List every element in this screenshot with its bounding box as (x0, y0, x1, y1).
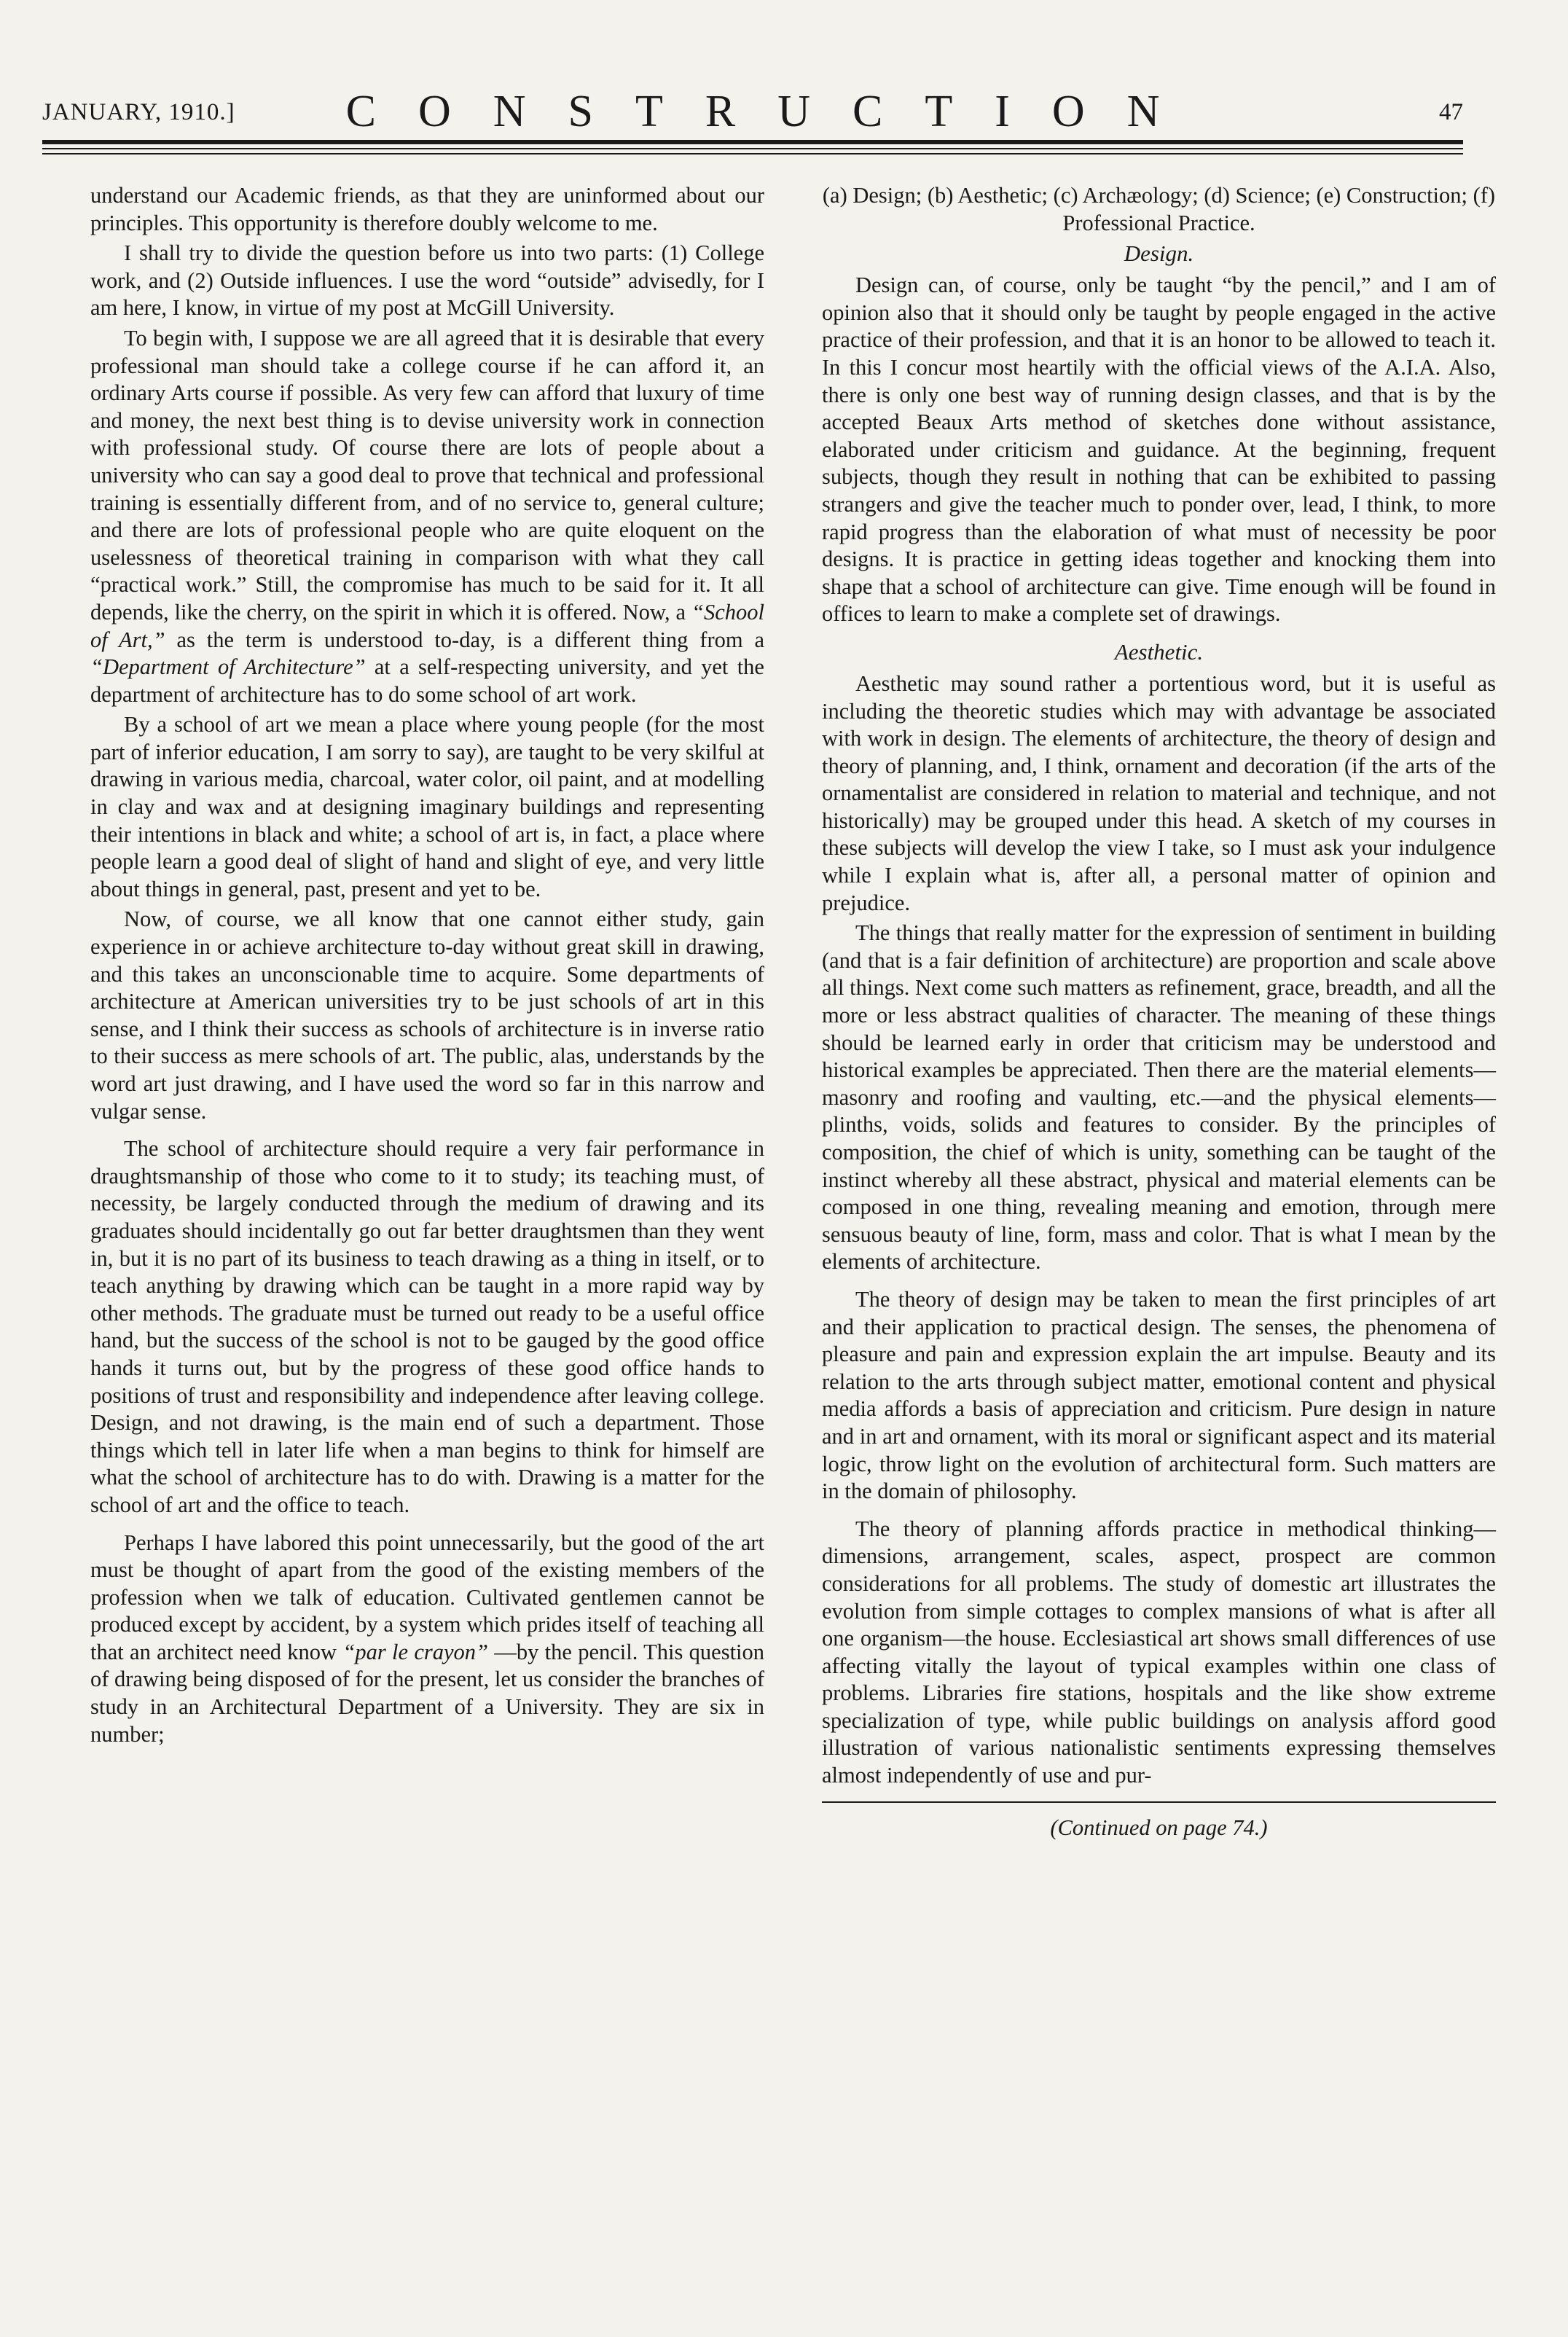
italic-term: “School of Art,” (90, 599, 764, 652)
paragraph: Aesthetic may sound rather a portentious word, but it is useful as including the theoretic studies which may with advantage be associated with work in design. The elements of architecture, the theory of design and theory of planning, and, I think, ornament and decoration (if the arts of the ornamentalist are considered in relation to material and technique, and not historically) may be grouped under this head. A sketch of my courses in these subjects will develop the view I take, so I must ask your indulgence while I explain what is, after all, a personal matter of opinion and prejudice. (822, 670, 1496, 915)
paragraph: The theory of planning affords practice in methodical thinking—dimensions, arrangement, scales, aspect, prospect are common considerations for all problems. The study of domestic art illustrates the evolution from simple cottages to complex mansions of what is after all one organism—the house. Ecclesiastical art shows small differences of use affecting vitally the layout of typical examples within one class of problems. Libraries fire stations, hospitals and the like show extreme specialization of type, while public buildings on analysis afford good illustration of various nationalistic sentiments expressing themselves almost independently of use and pur- (822, 1516, 1496, 1788)
header-rule-thick (42, 140, 1463, 144)
page-number: 47 (1439, 99, 1463, 125)
section-heading-design: Design. (1124, 240, 1194, 267)
paragraph: By a school of art we mean a place where young people (for the most part of inferior education, I am sorry to say), are taught to be very skilful at drawing in various media, charcoal, water color, oil paint, and at modelling in clay and wax and at designing imaginary buildings and representing their intentions in black and white; a school of art is, in fact, a place where people learn a good deal of slight of hand and slight of eye, and very little about things in general, past, present and yet to be. (90, 712, 764, 901)
continued-notice: (Continued on page 74.) (1050, 1815, 1268, 1840)
header-rule-thin-2 (42, 153, 1463, 154)
paragraph (90, 325, 764, 708)
text-run: as the term is understood to-day, is a different thing from a (165, 627, 765, 652)
text-run: To begin with, I suppose we are all agreed that it is desirable that every professional man should take a college course if he can afford it, an ordinary Arts course if possible. As very few can afford that luxury of time and money, the next best thing is to devise university work in connection with professional study. Of course there are lots of people about a university who can say a good deal to prove that technical and professional training is essentially different from, and of no service to, general culture; and there are lots of professional people who are quite eloquent on the uselessness of theoretical training in comparison with what they call “practical work.” Still, the compromise has much to be said for it. It all depends, like the cherry, on the spirit in which it is offered. Now, a (90, 325, 764, 625)
paragraph: The theory of design may be taken to mean the first principles of art and their application to practical design. The senses, the phenomena of pleasure and pain and expression explain the art impulse. Beauty and its relation to the arts through subject matter, emotional content and physical media affords a basis of appreciation and criticism. Pure design in nature and in art and ornament, with its moral or significant aspect and its material logic, throw light on the evolution of architectural form. Such matters are in the domain of philosophy. (822, 1286, 1496, 1504)
paragraph: Design can, of course, only be taught “by the pencil,” and I am of opinion also that it should only be taught by people engaged in the active practice of their profession, and that it is an honor to be allowed to teach it. In this I concur most heartily with the official views of the A.I.A. Also, there is only one best way of running design classes, and that is by the accepted Beaux Arts method of sketches done without assistance, elaborated under criticism and guidance. At the beginning, frequent subjects, though they result in nothing that can be exhibited to passing strangers and give the teacher much to ponder over, lead, I think, to more rapid progress than the elaboration of what must of necessity be poor designs. It is practice in getting ideas together and knocking them into shape that a school of architecture can give. Time enough will be found in offices to learn to make a complete set of drawings. (822, 273, 1496, 627)
italic-term: “par le crayon” (342, 1639, 489, 1664)
text-run: Perhaps I have labored this point unnecessarily, but the good of the art must be thought of apart from the good of the existing members of the profession when we talk of education. Cultivated gentlemen cannot be produced except by accident, by a system which prides itself of teaching all that an architect need know (90, 1530, 764, 1664)
text-run: —by the pencil. This question of drawing being disposed of for the present, let us consider the branches of study in an Architectural Department of a University. They are six in number; (90, 1639, 765, 1747)
page-header (42, 86, 1463, 137)
text-run: at a self-respecting university, and yet the department of architecture has to do some school of art work. (90, 654, 764, 707)
left-column (90, 182, 764, 1748)
italic-term: “Department of Architecture” (90, 654, 366, 680)
right-column (822, 182, 1496, 1841)
issue-date: JANUARY, 1910.] (42, 99, 235, 125)
section-heading-aesthetic: Aesthetic. (1114, 638, 1204, 665)
paragraph: Now, of course, we all know that one cannot either study, gain experience in or achieve architecture to-day without great skill in drawing, and this takes an unconscionable time to acquire. Some departments of architecture at American universities try to be just schools of art in this sense, and I think their success as schools of architecture is in inverse ratio to their success as mere schools of art. The public, alas, understands by the word art just drawing, and I have used the word so far in this narrow and vulgar sense. (90, 907, 764, 1124)
paragraph: I shall try to divide the question before us into two parts: (1) College work, and (2) Outside influences. I use the word “outside” advisedly, for I am here, I know, in virtue of my post at McGill University. (90, 240, 764, 321)
paragraph: understand our Academic friends, as that they are uninformed about our principles. This opportunity is therefore doubly welcome to me. (90, 183, 764, 235)
column-end-rule (822, 1801, 1496, 1803)
paragraph: The things that really matter for the expression of sentiment in building (and that is a fair definition of architecture) are proportion and scale above all things. Next come such matters as refinement, grace, breadth, and all the more or less abstract qualities of character. The meaning of these things should be learned early in order that criticism may be understood and historical examples be appreciated. Then there are the material elements—masonry and roofing and vaulting, etc.—and the physical elements—plinths, voids, solids and features to consider. By the principles of composition, the chief of which is unity, something can be taught of the instinct whereby all these abstract, physical and material elements can be composed in one thing, revealing meaning and emotion, through mere sensuous beauty of line, form, mass and color. That is what I mean by the elements of architecture. (822, 920, 1496, 1275)
paragraph (90, 1530, 764, 1749)
branches-list: (a) Design; (b) Aesthetic; (c) Archæology; (d) Science; (e) Construction; (f) Professional Practice. (822, 183, 1496, 235)
magazine-title: CONSTRUCTION (345, 87, 1202, 136)
header-rule-thin (42, 148, 1463, 149)
paragraph: The school of architecture should require a very fair performance in draughtsmanship of those who come to it to study; its teaching must, of necessity, be largely conducted through the medium of drawing and its graduates should incidentally go out far better draughtsmen than they went in, but it is no part of its business to teach drawing as a thing in itself, or to teach anything by drawing which can be taught in a more rapid way by other methods. The graduate must be turned out ready to be a useful office hand, but the success of the school is not to be gauged by the good office hands it turns out, but by the progress of these good office hands to positions of trust and responsibility and independence after leaving college. Design, and not drawing, is the main end of such a department. Those things which tell in later life when a man begins to think for himself are what the school of architecture has to do with. Drawing is a matter for the school of art and the office to teach. (90, 1136, 764, 1517)
